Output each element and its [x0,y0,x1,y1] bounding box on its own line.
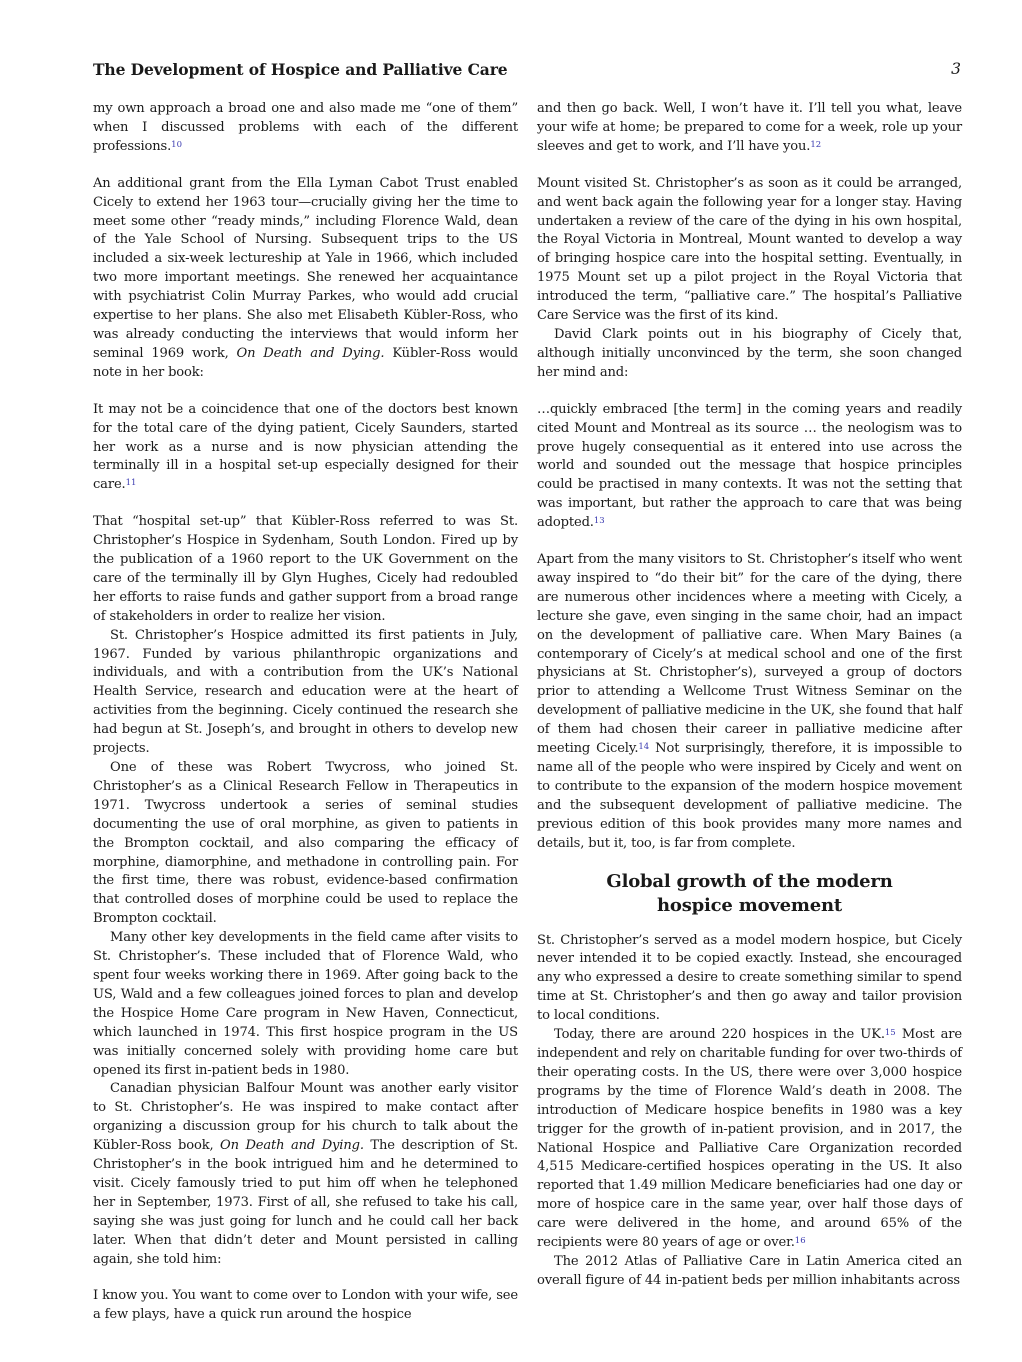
paragraph: David Clark points out in his biography of Cicely that, although initially unconvinced by the term, she soon changed her mind and: [537,326,962,380]
paragraph-text: Canadian physician Balfour Mount was another early visitor to St. Christopher’s. He was inspired to make contact after organizing a discussion group for his church to talk about the Kübler-Ross book, [93,1081,518,1154]
block-quote [93,401,518,496]
quote-text: …quickly embraced [the term] in the coming years and readily cited Mount and Montreal as its source … the neologism was to prove hugely consequential as it entered into use across the world and sounded out the message that hospice principles could be practised in many contexts. It was not the setting that was important, but rather the approach to care that was being adopted. [537,401,962,531]
footnote-ref[interactable]: 13 [593,516,605,527]
paragraph: The 2012 Atlas of Palliative Care in Latin America cited an overall figure of 44 in-patient beds per million inhabitants across [537,1253,962,1288]
paragraph-text: Apart from the many visitors to St. Christopher’s itself who went away inspired to “do their bit” for the care of the dying, there are numerous other incidences where a meeting with Cicely, a lecture she gave, even singing in the same choir, had an impact on the development of palliative care. When Mary Baines (a contemporary of Cicely’s at medical school and one of the first physicians at St. Christopher’s), surveyed a group of doctors prior to attending a Wellcome Trust Witness Seminar on the development of palliative medicine in the UK, she found that half of them had chosen their career in palliative medicine after meeting Cicely. [537,552,962,757]
page-number: 3 [951,60,961,78]
running-head [93,60,961,82]
paragraph-text: Not surprisingly, therefore, it is impossible to name all of the people who were inspired by Cicely and went on to contribute to the expansion of the modern hospice movement and the subsequent development of palliative medicine. The previous edition of this book provides many more names and details, but it, too, is far from complete. [537,741,962,851]
block-quote [537,401,962,533]
book-title: On Death and Dying. [220,1138,364,1154]
right-column [537,100,962,1291]
paragraph-text: An additional grant from the Ella Lyman Cabot Trust enabled Cicely to extend her 1963 tour—crucially giving her the time to meet some other “ready minds,” including Florence Wald, dean of the Yale School of Nursing. Subsequent trips to the US included a six-week lectureship at Yale in 1966, which included two more important meetings. She renewed her acquaintance with psychiatrist Colin Murray Parkes, who would add crucial expertise to her plans. She also met Elisabeth Kübler-Ross, who was already conducting the interviews that would inform her seminal 1969 work, [93,175,518,361]
footnote-ref[interactable]: 14 [638,742,650,753]
heading-line: Global growth of the modern [606,870,893,892]
quote-text: my own approach a broad one and also made me “one of them” when I discussed problems with each of the different professions. [93,101,518,154]
quote-text: I know you. You want to come over to London with your wife, see a few plays, have a quick run around the hospice [93,1288,518,1323]
paragraph-text: Kübler-Ross would note in her book: [93,345,519,380]
paragraph: St. Christopher’s served as a model modern hospice, but Cicely never intended it to be copied exactly. Instead, she encouraged any who expressed a desire to create something similar to spend time at St. Christopher’s and then go away and tailor provision to local conditions. [537,932,962,1024]
paragraph: One of these was Robert Twycross, who joined St. Christopher’s as a Clinical Research Fellow in Therapeutics in 1971. Twycross undertook a series of seminal studies documenting the use of oral morphine, as given to patients in the Brompton cocktail, and also comparing the efficacy of morphine, diamorphine, and methadone in controlling pain. For the first time, there was robust, evidence-based confirmation that controlled doses of morphine could be used to replace the Brompton cocktail. [93,760,518,927]
block-quote [93,1287,518,1325]
running-title: The Development of Hospice and Palliative Care [93,60,508,79]
block-quote-continued [537,100,962,157]
section-heading [537,870,962,918]
paragraph: Many other key developments in the field came after visits to St. Christopher’s. These included that of Florence Wald, who spent four weeks working there in 1969. After going back to the US, Wald and a few colleagues joined forces to plan and develop the Hospice Home Care program in New Haven, Connecticut, which launched in 1974. This first hospice program in the US was initially concerned solely with providing home care but opened its first in-patient beds in 1980. [93,930,518,1078]
footnote-ref[interactable]: 12 [810,139,822,150]
left-column [93,100,518,1343]
paragraph-text: Most are independent and rely on charitable funding for over two-thirds of their operating costs. In the US, there were over 3,000 hospice programs by the time of Florence Wald’s death in 2008. The introduction of Medicare hospice benefits in 1980 was a key trigger for the growth of in-patient provision, and in 2017, the National Hospice and Palliative Care Organization recorded 4,515 Medicare-certified hospices operating in the US. It also reported that 1.49 million Medicare beneficiaries had one day or more of hospice care in the same year, over half those days of care were delivered in the home, and around 65% of the recipients were 80 years of age or over. [537,1027,963,1251]
paragraph: That “hospital set-up” that Kübler-Ross referred to was St. Christopher’s Hospice in Sydenham, South London. Fired up by the publication of a 1960 report to the UK Government on the care of the terminally ill by Glyn Hughes, Cicely had redoubled her efforts to raise funds and gather support from a broad range of stakeholders in order to realize her vision. [93,514,518,624]
paragraph [93,1080,518,1269]
book-title: On Death and Dying. [236,345,385,361]
paragraph [537,551,962,854]
block-quote-continued [93,100,518,157]
footnote-ref[interactable]: 11 [125,478,137,489]
paragraph [537,1026,962,1253]
footnote-ref[interactable]: 16 [794,1236,806,1247]
paragraph-text: Today, there are around 220 hospices in the UK. [554,1027,885,1043]
heading-line: hospice movement [657,894,842,916]
paragraph: St. Christopher’s Hospice admitted its first patients in July, 1967. Funded by various philanthropic organizations and individuals, and with a contribution from the UK’s National Health Service, research and education were at the heart of activities from the beginning. Cicely continued the research she had begun at St. Joseph’s, and brought in others to develop new projects. [93,627,518,757]
paragraph [93,175,518,383]
paragraph: Mount visited St. Christopher’s as soon as it could be arranged, and went back again the following year for a longer stay. Having undertaken a review of the care of the dying in his own hospital, the Royal Victoria in Montreal, Mount wanted to develop a way of bringing hospice care into the hospital setting. Eventually, in 1975 Mount set up a pilot project in the Royal Victoria that introduced the term, “palliative care.” The hospital’s Palliative Care Service was the first of its kind. [537,175,962,324]
footnote-ref[interactable]: 10 [171,139,182,150]
quote-text: and then go back. Well, I won’t have it. I’ll tell you what, leave your wife at home; be prepared to come for a week, role up your sleeves and get to work, and I’ll have you. [537,101,962,154]
quote-text: It may not be a coincidence that one of the doctors best known for the total care of the dying patient, Cicely Saunders, started her work as a nurse and is now physician attending the terminally ill in a hospital set-up especially designed for their care. [93,401,518,493]
footnote-ref[interactable]: 15 [884,1028,896,1039]
paragraph-text: The description of St. Christopher’s in the book intrigued him and he determined to visit. Cicely famously tried to put him off when he telephoned her in September, 1973. First of all, she refused to take his call, saying she was just going for lunch and he could call her back later. When that didn’t deter and Mount persisted in calling again, she told him: [93,1138,519,1267]
